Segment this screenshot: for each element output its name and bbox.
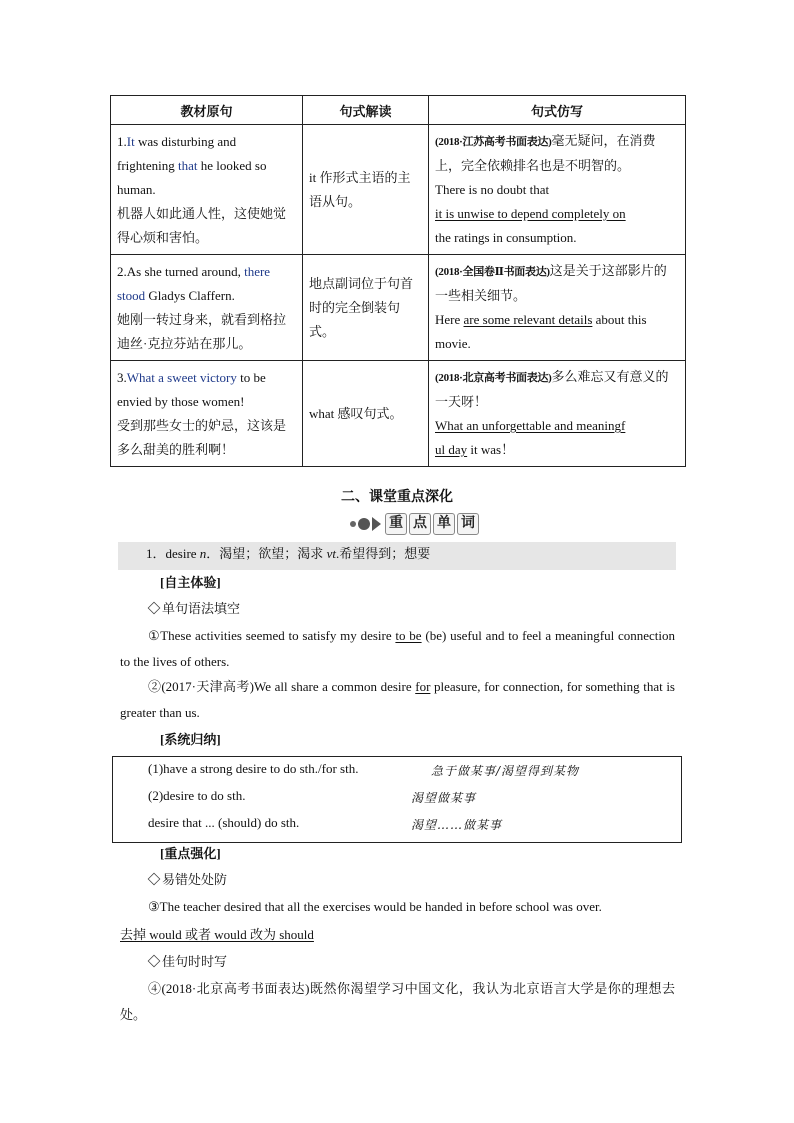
original-translation: 她刚一转过身来，就看到格拉迪丝·克拉芬站在那儿。 <box>117 311 287 351</box>
analysis-3: what 感叹句式。 <box>303 361 429 467</box>
diamond-icon <box>148 602 161 615</box>
highlight: It <box>126 133 135 149</box>
label-fill-blank: 单句语法填空 <box>148 600 240 618</box>
source-note: (2018·全国卷Ⅱ书面表达) <box>435 266 550 278</box>
question-3: ③The teacher desired that all the exercises would be handed in before school was over. <box>148 899 602 914</box>
answer: to be <box>395 628 422 643</box>
label-error-prone: 易错处处防 <box>148 871 227 889</box>
imitation-3: (2018·北京高考书面表达)多么难忘又有意义的一天呀！ What an unforgettable and meaningf ul day it was！ <box>429 361 686 467</box>
vocab-heading <box>350 511 479 537</box>
answer: 去掉 would 或者 would 改为 should <box>120 927 314 942</box>
word-entry-desire: 1．desire n．渴望；欲望；渴求 vt.希望得到；想要 <box>118 542 676 570</box>
header-imitation: 句式仿写 <box>429 96 686 125</box>
answer: it is unwise to depend completely on <box>435 206 626 221</box>
analysis-1: it 作形式主语的主语从句。 <box>303 125 429 255</box>
label-self-experience: [自主体验] <box>160 575 221 590</box>
original-translation: 机器人如此通人性，这使她觉得心烦和害怕。 <box>117 205 287 245</box>
table-row <box>111 255 686 361</box>
label-focus: [重点强化] <box>160 846 221 861</box>
question-4: ④(2018·北京高考书面表达)既然你渴望学习中国文化，我认为北京语言大学是你的理想去处。 <box>120 981 675 1022</box>
highlight: What a sweet victory <box>126 369 237 385</box>
vocab-title: 重 点 单 词 <box>385 513 479 535</box>
diamond-icon <box>148 955 161 968</box>
source-note: (2018·北京高考书面表达) <box>435 372 552 384</box>
header-original: 教材原句 <box>111 96 303 125</box>
label-good-sentence: 佳句时时写 <box>148 953 227 971</box>
section-title: 二、课堂重点深化 <box>341 490 453 505</box>
original-translation: 受到那些女士的妒忌，这该是多么甜美的胜利啊！ <box>117 417 287 457</box>
table-row <box>111 125 686 255</box>
analysis-2: 地点副词位于句首时的完全倒装句式。 <box>303 255 429 361</box>
answer: ul day <box>435 442 468 457</box>
imitation-1: (2018·江苏高考书面表达)毫无疑问，在消费上，完全依赖排名也是不明智的。 There is no doubt that it is unwise to depend completely on the ratings in consumption. <box>429 125 686 255</box>
question-2: ②(2017·天津高考)We all share a common desire for pleasure, for connection, for something that is greater than us. <box>120 679 675 720</box>
source-note: (2018·江苏高考书面表达) <box>435 136 552 148</box>
label-summary: [系统归纳] <box>160 732 221 747</box>
highlight: that <box>178 157 198 173</box>
question-1: ①These activities seemed to satisfy my desire to be (be) useful and to feel a meaningful connection to the lives of others. <box>120 628 676 669</box>
answer: for <box>415 679 431 694</box>
header-analysis: 句式解读 <box>303 96 429 125</box>
highlight: there stood <box>117 263 271 303</box>
sentence-table <box>110 95 686 467</box>
table-header-row <box>111 96 686 125</box>
diamond-icon <box>148 873 161 886</box>
imitation-2: (2018·全国卷Ⅱ书面表达)这是关于这部影片的一些相关细节。 Here are some relevant details about this movie. <box>429 255 686 361</box>
table-row <box>111 361 686 467</box>
bullet-arrow-icon <box>350 517 381 531</box>
answer: What an unforgettable and meaningf <box>435 418 626 433</box>
original-sentence-1: 1.It was disturbing and frightening that he looked so human. 机器人如此通人性，这使她觉得心烦和害怕。 <box>111 125 303 255</box>
original-sentence-3: 3.What a sweet victory to be envied by those women! 受到那些女士的妒忌，这该是多么甜美的胜利啊！ <box>111 361 303 467</box>
answer: are some relevant details <box>463 312 593 327</box>
original-sentence-2: 2.As she turned around, there stood Gladys Claffern. 她刚一转过身来，就看到格拉迪丝·克拉芬站在那儿。 <box>111 255 303 361</box>
summary-box: (1)have a strong desire to do sth./for sth. 急于做某事/渴望得到某物 (2)desire to do sth. 渴望做某事 desire that ... (should) do sth. 渴望……做某事 <box>112 756 682 843</box>
